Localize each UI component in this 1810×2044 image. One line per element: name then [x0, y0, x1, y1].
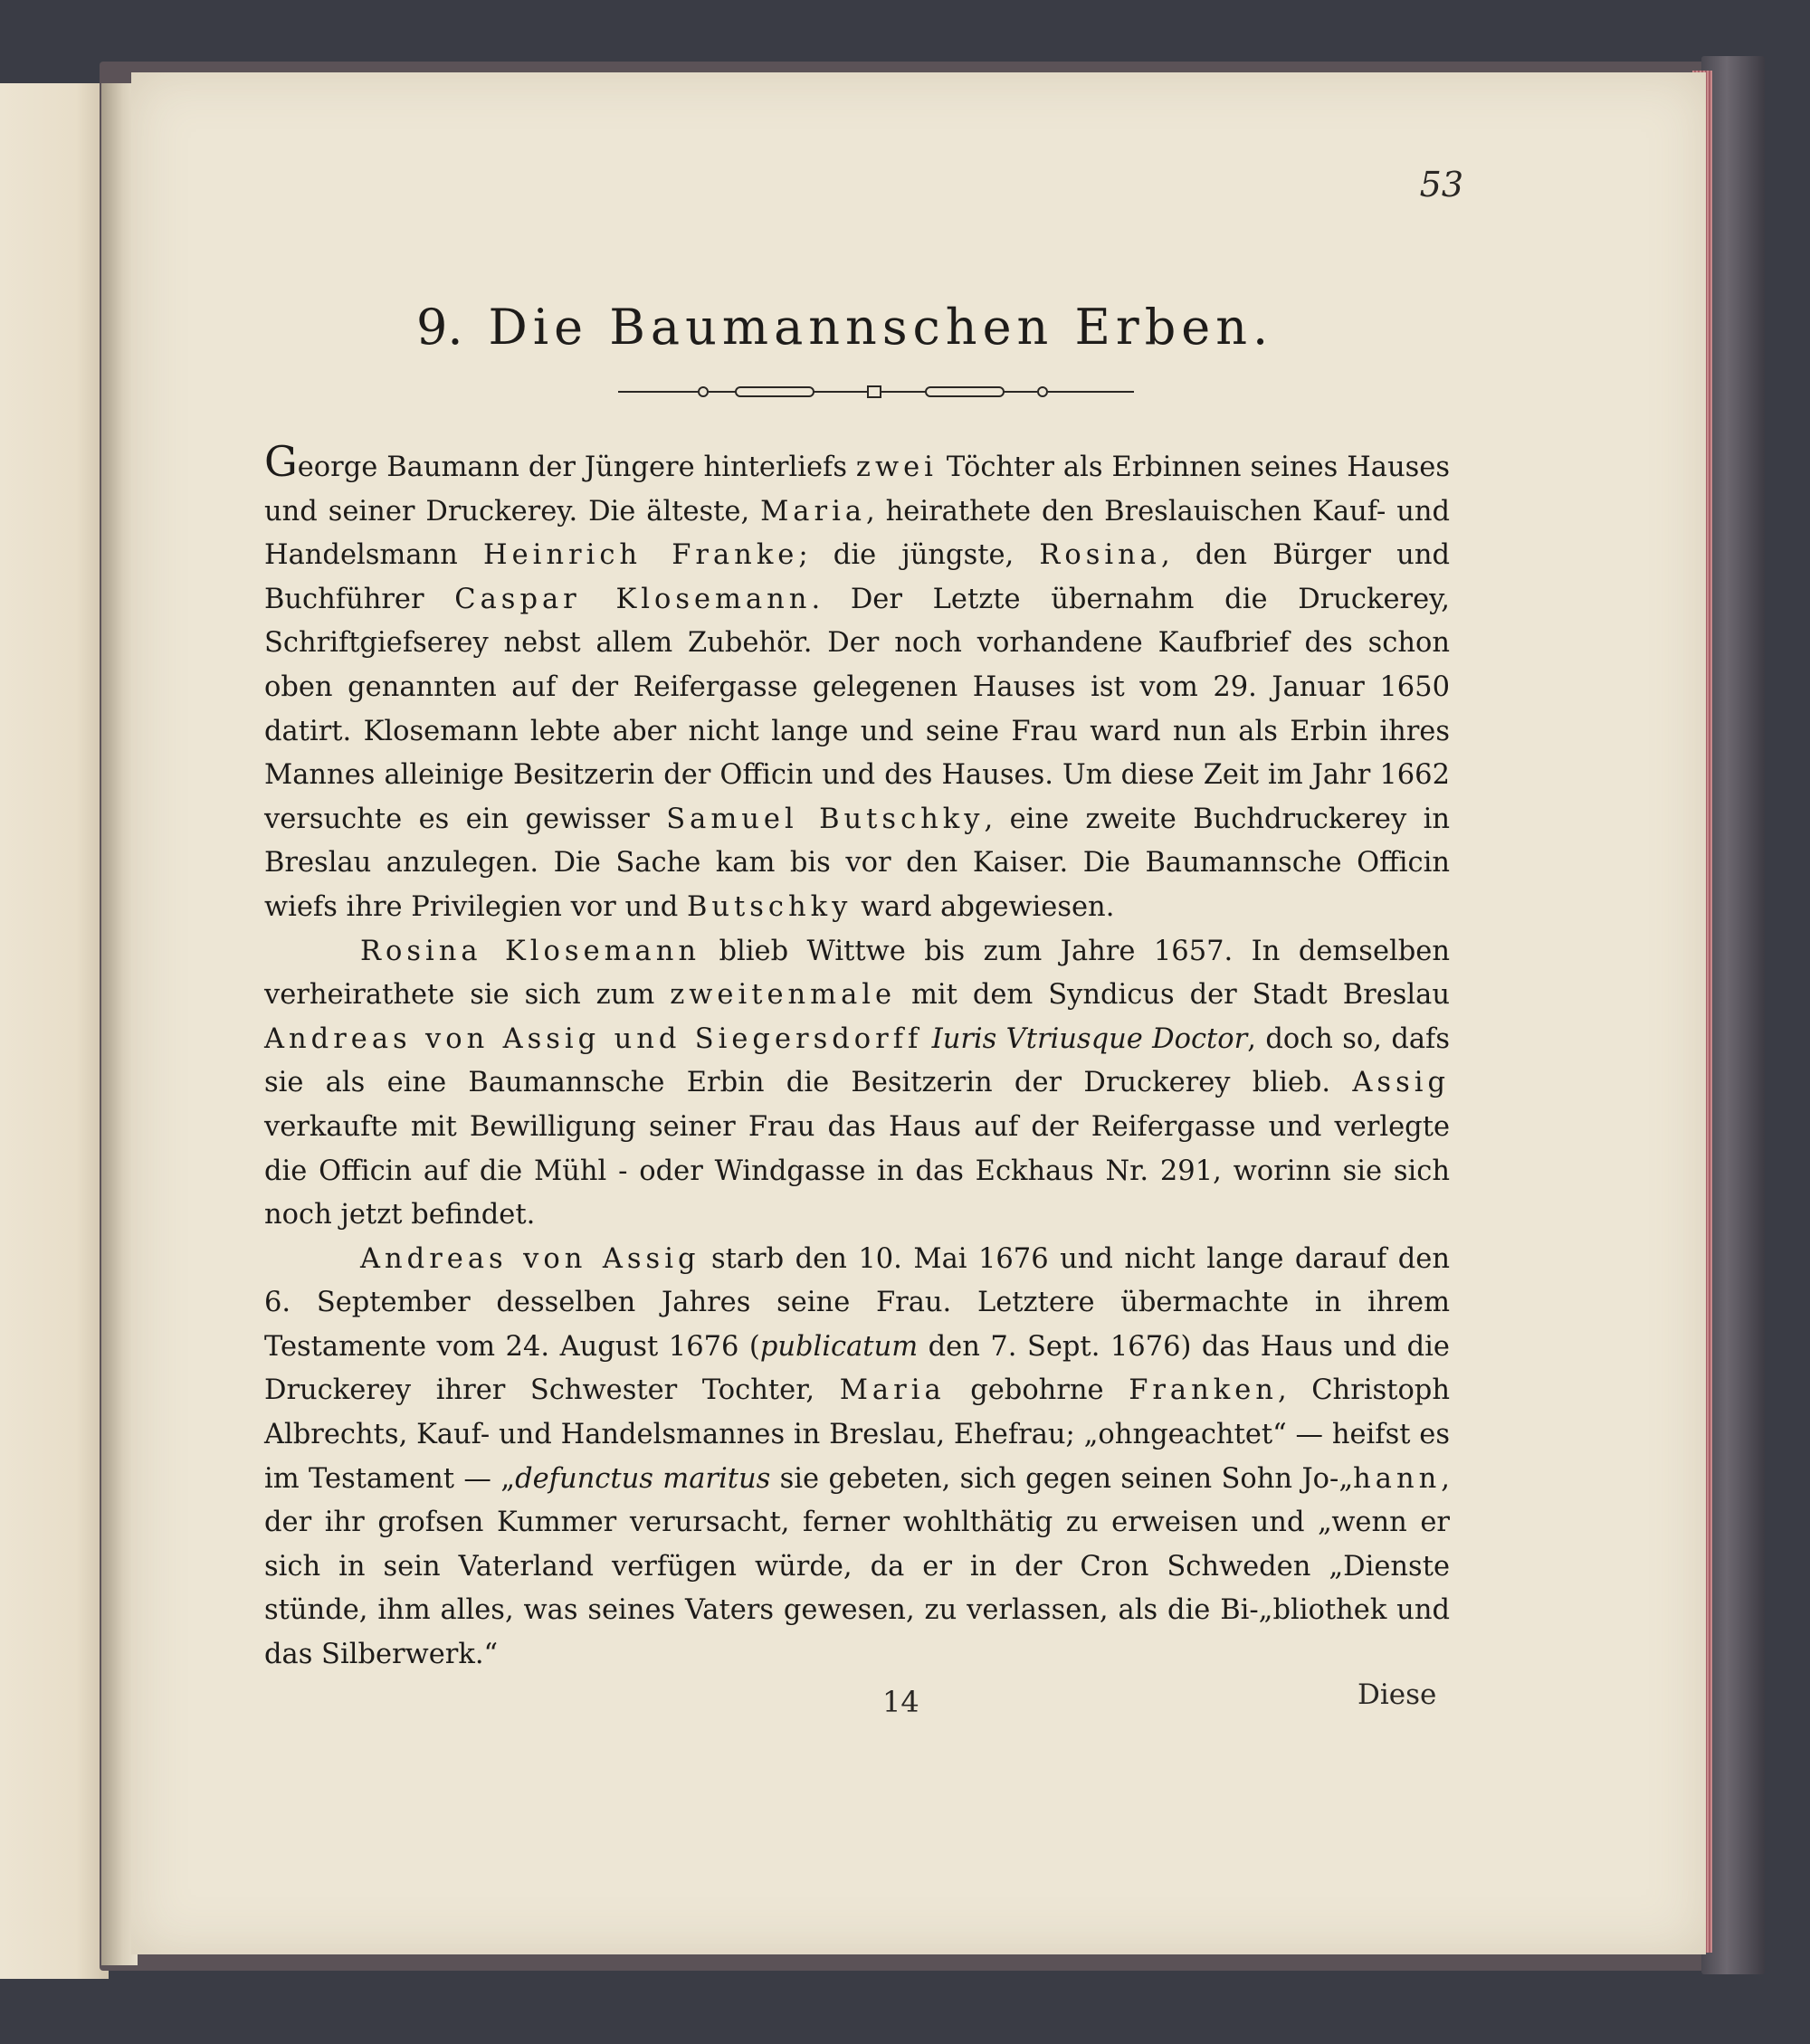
spaced-name: Franken	[1129, 1374, 1278, 1407]
spaced-name: Assig	[1352, 1067, 1450, 1099]
page-number: 53	[1419, 165, 1463, 204]
text-run: , den Bürger und Buchführer	[264, 539, 1450, 615]
spaced-name: Andreas von Assig und Siegersdorff	[264, 1022, 923, 1055]
signature-mark: 14	[882, 1685, 919, 1719]
text-run	[922, 1023, 931, 1055]
catchword: Diese	[1358, 1678, 1437, 1711]
drop-capital: G	[264, 437, 298, 486]
text-run: ; die jüngste,	[798, 539, 1040, 572]
text-run: , Christoph Albrechts, Kauf- und Handelsmannes in Breslau, Ehefrau; „ohngeachtet“ — heifst es im Testament — „	[264, 1374, 1450, 1495]
text-run: , heirathete den Breslauischen Kauf- und Handelsmann	[264, 495, 1451, 572]
text-run: den 7. Sept. 1676) das Haus und die Druckerey ihrer Schwester Tochter,	[264, 1330, 1450, 1407]
spaced-name: Andreas von Assig	[360, 1242, 700, 1275]
text-run: verkaufte mit Bewilligung seiner Frau das Haus auf der Reifergasse und verlegte die Officin auf die Mühl - oder Windgasse in das Eckhaus Nr. 291, worinn sie sich noch jetzt befindet.	[264, 1110, 1450, 1231]
text-run: , doch so, dafs sie als eine Baumannsche Erbin die Besitzerin der Druckerey blieb.	[264, 1022, 1450, 1099]
body-text	[264, 437, 1451, 1678]
ornamental-rule	[618, 380, 1134, 404]
spaced-name: hann	[1353, 1462, 1442, 1495]
facing-page-edge	[0, 83, 109, 1979]
spaced-name: Heinrich Franke	[482, 539, 799, 572]
spaced-name: Maria	[760, 495, 867, 528]
text-run: gebohrne	[945, 1374, 1129, 1407]
paragraph-2	[264, 930, 1450, 1238]
italic-text: Iuris Vtriusque Doctor	[931, 1022, 1248, 1055]
spaced-name: Samuel Butschky	[666, 803, 985, 835]
spaced-name: Butschky	[686, 890, 853, 923]
italic-text: publicatum	[759, 1330, 919, 1363]
text-run: , der ihr grofsen Kummer verursacht, ferner wohlthätig zu erweisen und „wenn er sich in sein Vaterland verfügen würde, da er in der Cron Schweden „Dienste stünde, ihm alles, was seines Vaters gewesen, zu verlassen, als die Bi-„bliothek und das Silberwerk.“	[264, 1462, 1450, 1671]
chapter-number: 9.	[416, 299, 463, 356]
text-run: eorge Baumann der Jüngere hinterliefs	[297, 452, 856, 483]
spaced-name: Rosina	[1039, 539, 1161, 572]
italic-text: defunctus maritus	[515, 1462, 771, 1495]
text-run: mit dem Syndicus der Stadt Breslau	[896, 979, 1450, 1012]
text-run: starb den 10. Mai 1676 und nicht lange darauf den 6. September desselben Jahres seine Frau. Letztere übermachte in ihrem Testamente vom 24. August 1676 (	[264, 1242, 1450, 1363]
chapter-heading	[416, 299, 1321, 356]
text-run: , eine zweite Buchdruckerey in Breslau anzulegen. Die Sache kam bis vor den Kaiser. Die Baumannsche Officin wiefs ihre Privilegien vor und	[264, 803, 1450, 923]
spaced-name: Maria	[839, 1374, 946, 1407]
text-run: Töchter als Erbinnen seines Hauses und seiner Druckerey. Die älteste,	[264, 452, 1450, 528]
spaced-text: zwei	[855, 452, 938, 483]
paragraph-1	[264, 437, 1451, 930]
text-run: . Der Letzte übernahm die Druckerey, Schriftgiefserey nebst allem Zubehör. Der noch vorhandene Kaufbrief des schon oben genannten auf der Reifergasse gelegenen Hauses ist vom 29. Januar 1650 datirt. Klosemann lebte aber nicht lange und seine Frau ward nun als Erbin ihres Mannes alleinige Besitzerin der Officin und des Hauses. Um diese Zeit im Jahr 1662 versuchte es ein gewisser	[264, 583, 1450, 835]
spaced-text: zweitenmale	[670, 979, 897, 1012]
paragraph-3	[264, 1238, 1450, 1678]
text-run: sie gebeten, sich gegen seinen Sohn Jo-„	[770, 1462, 1354, 1495]
text-run: ward abgewiesen.	[852, 890, 1115, 923]
spaced-name: Rosina Klosemann	[360, 935, 701, 967]
text-run: blieb Wittwe bis zum Jahre 1657. In demselben verheirathete sie sich zum	[264, 935, 1450, 1012]
spaced-name: Caspar Klosemann	[454, 583, 812, 615]
chapter-title: Die Baumannschen Erben.	[488, 299, 1274, 356]
